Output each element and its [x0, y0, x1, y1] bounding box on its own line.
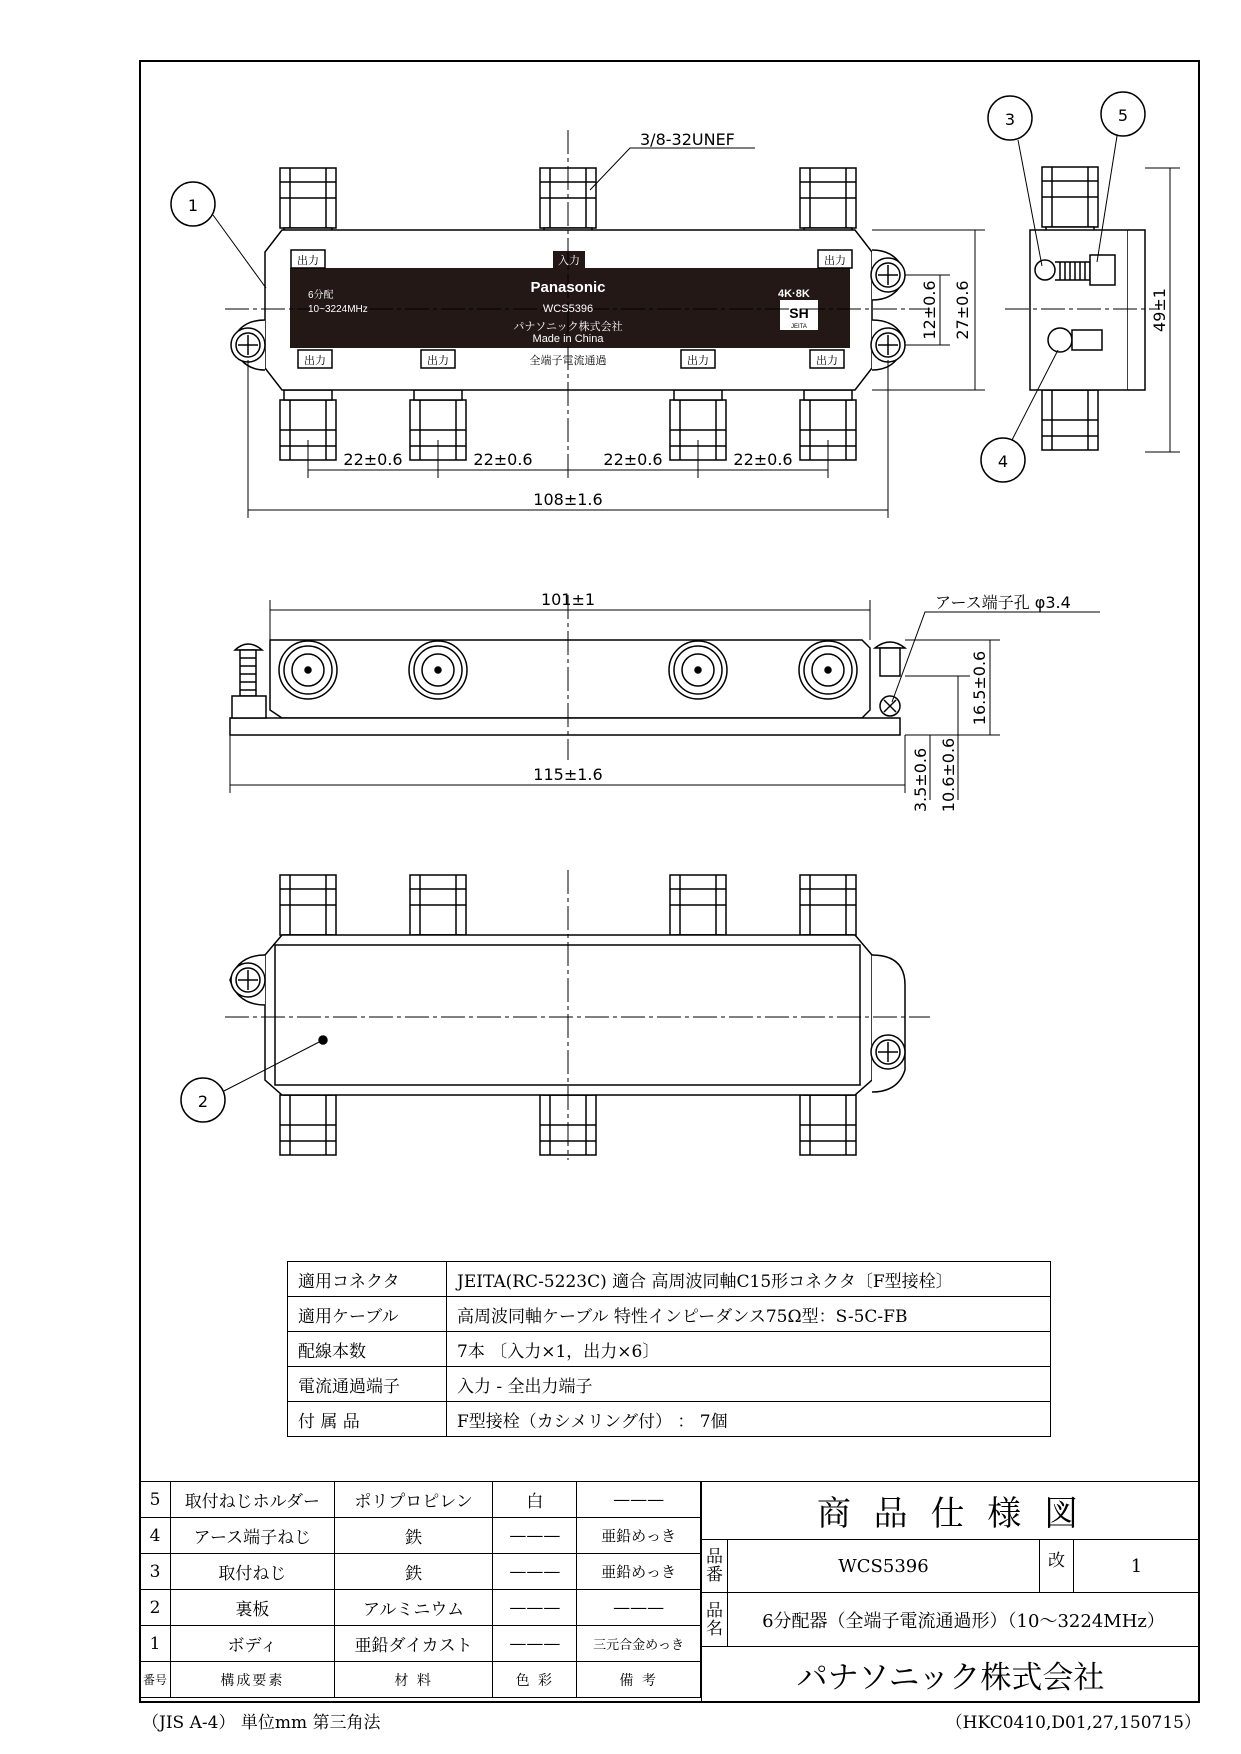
- spec-key: 適用ケーブル: [288, 1297, 447, 1332]
- part-material: 亜鉛ダイカスト: [334, 1626, 493, 1662]
- parts-row: [140, 1626, 701, 1662]
- title-block: [701, 1481, 1200, 1703]
- part-color: 白: [493, 1482, 577, 1518]
- part-name: 取付ねじホルダー: [170, 1482, 334, 1518]
- part-name: アース端子ねじ: [170, 1518, 334, 1554]
- spec-row: [288, 1402, 1051, 1437]
- part-name: ボディ: [170, 1626, 334, 1662]
- part-color: ———: [493, 1590, 577, 1626]
- pitch-label-2: 22±0.6: [473, 450, 533, 469]
- overall-length-side: 115±1.6: [533, 765, 603, 784]
- parts-list: [139, 1481, 701, 1698]
- spec-row: [288, 1367, 1051, 1402]
- part-color: ———: [493, 1518, 577, 1554]
- part-no: 2: [140, 1590, 171, 1626]
- spec-row: [288, 1332, 1051, 1367]
- pitch-label-1: 22±0.6: [343, 450, 403, 469]
- part-no: 4: [140, 1518, 171, 1554]
- earth-hole-label: アース端子孔 φ3.4: [935, 593, 1071, 612]
- thread-label: 3/8-32UNEF: [640, 130, 735, 149]
- parts-row: [140, 1590, 701, 1626]
- plate-resolution: 4K·8K: [778, 288, 810, 300]
- part-name: 裏板: [170, 1590, 334, 1626]
- part-note: ———: [577, 1482, 701, 1518]
- spec-row: [288, 1297, 1051, 1332]
- spec-value: JEITA(RC-5223C) 適合 高周波同軸C15形コネクタ〔F型接栓〕: [447, 1262, 1051, 1297]
- plate-output-label: 出力: [304, 354, 326, 367]
- spec-key: 配線本数: [288, 1332, 447, 1367]
- plate-output-label: 出力: [687, 354, 709, 367]
- part-material: アルミニウム: [334, 1590, 493, 1626]
- footer-standard: （JIS A-4） 単位mm 第三角法: [142, 1713, 381, 1733]
- pitch-label-4: 22±0.6: [733, 450, 793, 469]
- spec-key: 適用コネクタ: [288, 1262, 447, 1297]
- doc-title: 商 品 仕 様 図: [701, 1481, 1200, 1540]
- plate-output-label: 出力: [297, 254, 319, 267]
- part-material: 鉄: [334, 1518, 493, 1554]
- depth-49-label: 49±1: [1150, 288, 1169, 332]
- plate-origin: Made in China: [532, 333, 604, 345]
- footer-doc-code: （HKC0410,D01,27,150715）: [945, 1713, 1201, 1733]
- part-color: ———: [493, 1626, 577, 1662]
- header-name: 構成要素: [170, 1662, 334, 1698]
- plate-all-pass: 全端子電流通過: [529, 354, 607, 367]
- balloon-2: 2: [197, 1092, 209, 1111]
- sh-mark: SH: [789, 305, 809, 321]
- parts-row: [140, 1518, 701, 1554]
- balloon-5: 5: [1117, 106, 1129, 125]
- part-no: 3: [140, 1554, 171, 1590]
- name-label: 品名: [701, 1592, 728, 1647]
- body-length-label: 101±1: [540, 590, 596, 609]
- spec-value: 7本 〔入力×1，出力×6〕: [447, 1332, 1051, 1367]
- height-16-5-label: 16.5±0.6: [970, 650, 989, 726]
- part-note: 三元合金めっき: [577, 1626, 701, 1662]
- jeita-mark: JEITA: [791, 324, 807, 330]
- spec-key: 付 属 品: [288, 1402, 447, 1437]
- spec-value: 入力 - 全出力端子: [447, 1367, 1051, 1402]
- overall-length-top: 108±1.6: [533, 490, 603, 509]
- balloon-4: 4: [997, 452, 1009, 471]
- height-27-label: 27±0.6: [953, 280, 972, 340]
- balloon-1: 1: [187, 196, 199, 215]
- plate-divider: 6分配: [308, 290, 334, 301]
- plate-output-label: 出力: [427, 354, 449, 367]
- spec-row: [288, 1262, 1051, 1297]
- header-color: 色 彩: [493, 1662, 577, 1698]
- height-3-5-label: 3.5±0.6: [911, 747, 930, 813]
- part-note: 亜鉛めっき: [577, 1554, 701, 1590]
- part-no: 5: [140, 1482, 171, 1518]
- part-no-label: 品番: [701, 1539, 728, 1593]
- height-10-6-label: 10.6±0.6: [939, 737, 958, 813]
- rev-number: 1: [1073, 1539, 1200, 1593]
- header-no: 番号: [140, 1662, 171, 1698]
- part-material: 鉄: [334, 1554, 493, 1590]
- parts-header: [140, 1662, 701, 1698]
- parts-row: [140, 1554, 701, 1590]
- product-name: 6分配器（全端子電流通過形）（10～3224MHz）: [727, 1592, 1200, 1647]
- part-material: ポリプロピレン: [334, 1482, 493, 1518]
- header-note: 備 考: [577, 1662, 701, 1698]
- plate-input-label: 入力: [558, 255, 580, 267]
- plate-model: WCS5396: [542, 303, 594, 315]
- part-note: 亜鉛めっき: [577, 1518, 701, 1554]
- plate-output-label: 出力: [816, 354, 838, 367]
- spec-key: 電流通過端子: [288, 1367, 447, 1402]
- plate-output-label: 出力: [824, 254, 846, 267]
- pitch-label-3: 22±0.6: [603, 450, 663, 469]
- spec-value: 高周波同軸ケーブル 特性インピーダンス75Ω型：S-5C-FB: [447, 1297, 1051, 1332]
- part-note: ———: [577, 1590, 701, 1626]
- plate-freq: 10~3224MHz: [308, 304, 368, 315]
- spec-value: F型接栓（カシメリング付） ： 7個: [447, 1402, 1051, 1437]
- height-12-label: 12±0.6: [920, 280, 939, 340]
- rev-label: 改: [1039, 1539, 1074, 1593]
- balloon-3: 3: [1004, 110, 1016, 129]
- spec-table: [287, 1261, 1051, 1437]
- brand-logo: Panasonic: [530, 279, 606, 296]
- part-no: WCS5396: [727, 1539, 1040, 1593]
- part-color: ———: [493, 1554, 577, 1590]
- part-no: 1: [140, 1626, 171, 1662]
- plate-maker: パナソニック株式会社: [513, 321, 623, 333]
- header-material: 材 料: [334, 1662, 493, 1698]
- company-name: パナソニック株式会社: [701, 1646, 1200, 1703]
- parts-row: [140, 1482, 701, 1518]
- part-name: 取付ねじ: [170, 1554, 334, 1590]
